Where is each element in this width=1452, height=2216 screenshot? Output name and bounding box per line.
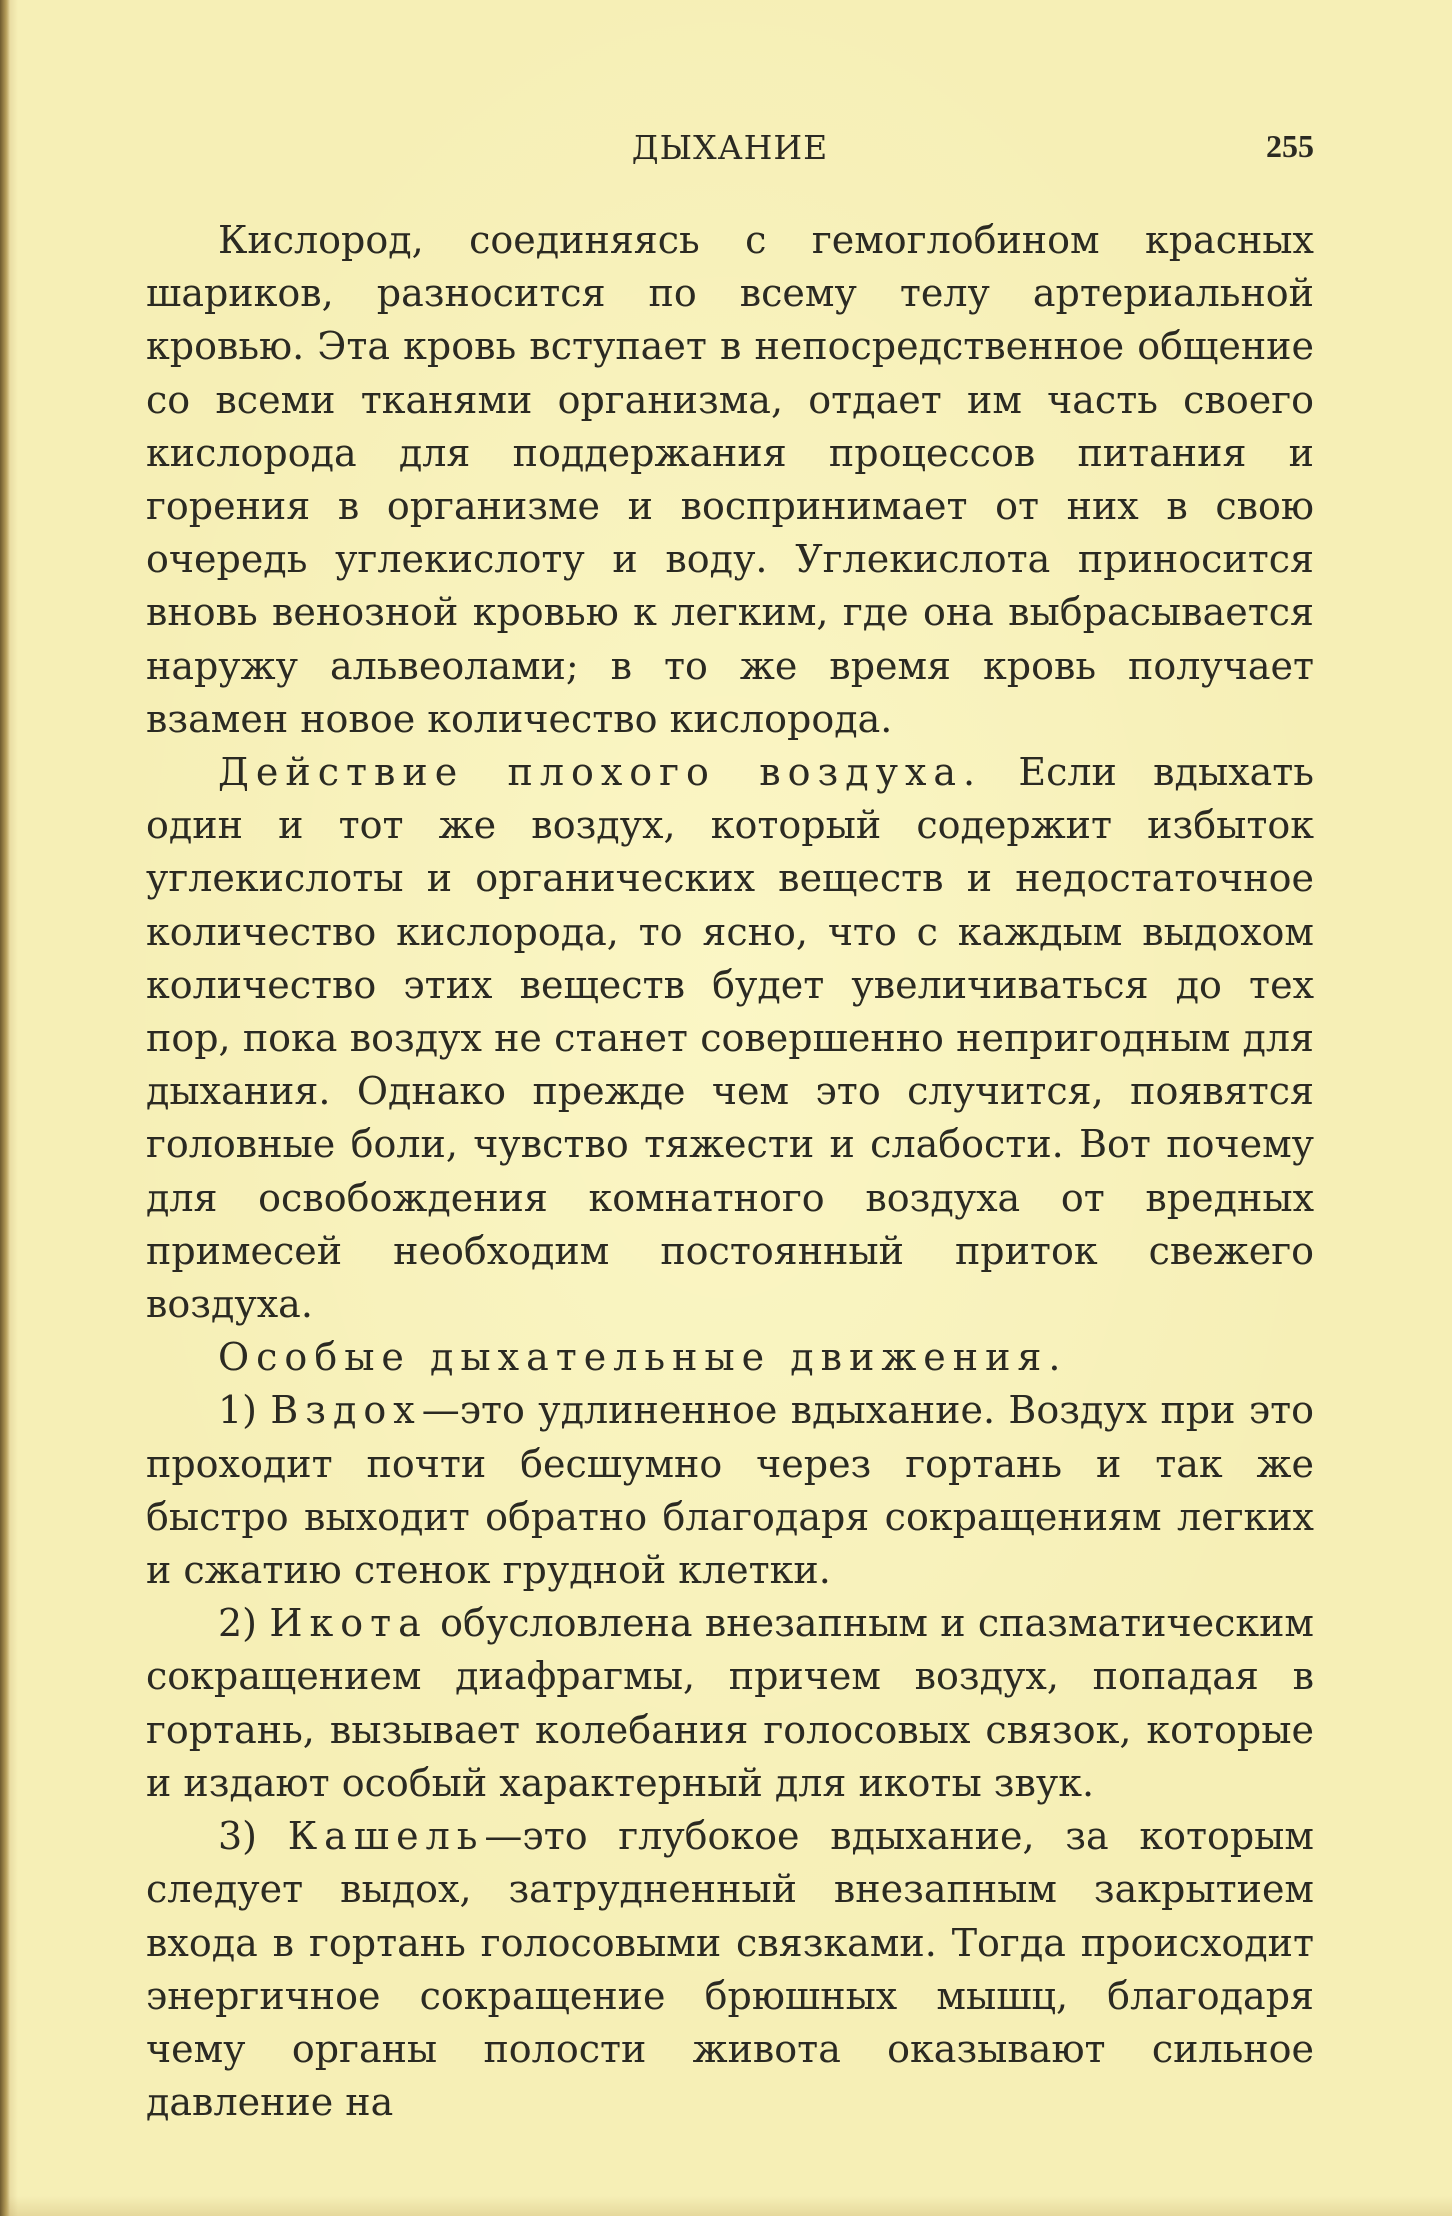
- item-number: 1): [218, 1388, 271, 1433]
- section-lead: Особые дыхательные движения.: [218, 1335, 1068, 1380]
- item-number: 2): [218, 1601, 270, 1646]
- page-spine-edge: [0, 0, 10, 2216]
- running-title: ДЫХАНИЕ: [631, 128, 829, 167]
- paragraph-text: Кислород, соединяясь с гемоглобином красных шариков, разносится по всему телу артериальной кровью. Эта кровь вступает в непосредственное общение со всеми тканями организма, отдает им часть своего кислорода для поддержания процессов питания и горения в организме и воспринимает от них в свою очередь углекислоту и воду. Углекислота приносится вновь венозной кровью к легким, где она выбрасывается наружу альвеолами; в то же время кровь получает взамен новое количество кислорода.: [146, 218, 1314, 741]
- item-number: 3): [218, 1814, 288, 1859]
- page-header: [146, 128, 1314, 178]
- paragraph-cough: [146, 1810, 1314, 2129]
- paragraph-text: обусловлена внезапным и спазматическим сокращением диафрагмы, причем воздух, попадая в гортань, вызывает колебания голосовых связок, которые и издают особый характерный для икоты звук.: [146, 1601, 1314, 1805]
- term-lead: Вздох: [270, 1388, 422, 1433]
- section-lead: Действие плохого воздуха.: [218, 750, 983, 795]
- paragraph-sigh: [146, 1384, 1314, 1597]
- paragraph-text: —это глубокое вдыхание, за которым следует выдох, затрудненный внезапным закрытием входа в гортань голосовыми связками. Тогда происходит энергичное сокращение брюшных мышц, благодаря чему органы полости живота оказывают сильное давление на: [146, 1814, 1314, 2125]
- term-lead: Кашель: [287, 1814, 485, 1859]
- paragraph-bad-air: [146, 746, 1314, 1331]
- paragraph-text: —это удлиненное вдыхание. Воздух при это проходит почти бесшумно через гортань и так же быстро выходит обратно благодаря сокращениям легких и сжатию стенок грудной клетки.: [146, 1388, 1314, 1593]
- term-lead: Икота: [269, 1601, 428, 1646]
- paragraph-text: Если вдыхать один и тот же воздух, который содержит избыток углекислоты и органических веществ и недостаточное количество кислорода, то ясно, что с каждым выдохом количество этих веществ будет увеличиваться до тех пор, пока воздух не станет совершенно непригодным для дыхания. Однако прежде чем это случится, появятся головные боли, чувство тяжести и слабости. Вот почему для освобождения комнатного воздуха от вредных примесей необходим постоянный приток свежего воздуха.: [146, 750, 1314, 1327]
- paragraph-oxygen-transport: [146, 214, 1314, 746]
- paragraph-hiccup: [146, 1597, 1314, 1810]
- page-number: 255: [1266, 128, 1314, 164]
- body-text: [146, 214, 1314, 2129]
- section-heading-special-movements: [146, 1331, 1314, 1384]
